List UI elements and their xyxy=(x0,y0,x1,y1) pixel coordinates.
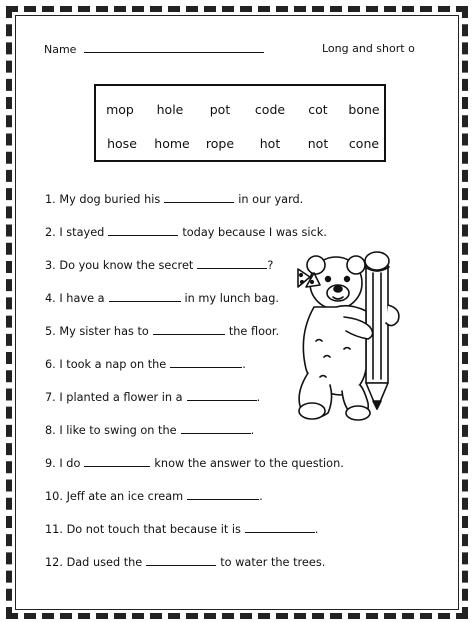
name-label: Name xyxy=(44,43,77,56)
sentence-number: 11. xyxy=(45,523,63,536)
answer-blank[interactable] xyxy=(187,490,259,500)
sentence-end: . xyxy=(250,424,255,437)
sentence-end: in our yard. xyxy=(238,193,304,206)
sentence-start: I took a nap on the xyxy=(59,358,167,371)
word-bank-word: pot xyxy=(209,102,231,117)
sentence-8 xyxy=(45,424,254,437)
word-bank-word: rope xyxy=(205,136,235,151)
sentence-end: the floor. xyxy=(228,325,280,338)
answer-blank[interactable] xyxy=(170,358,242,368)
answer-blank[interactable] xyxy=(146,556,216,566)
sentence-start: Do not touch that because it is xyxy=(66,523,241,536)
sentence-1 xyxy=(45,193,303,206)
sentence-10 xyxy=(45,490,263,503)
sentence-end: . xyxy=(259,490,263,503)
sentence-end: . xyxy=(256,391,261,404)
name-blank[interactable] xyxy=(84,42,264,53)
sentence-number: 5. xyxy=(45,325,56,338)
word-bank-word: hose xyxy=(107,136,137,151)
sentence-end: ? xyxy=(267,259,274,272)
word-bank xyxy=(94,84,386,162)
sentence-start: My sister has to xyxy=(59,325,149,338)
word-bank-word: cot xyxy=(308,102,328,117)
answer-blank[interactable] xyxy=(197,259,267,269)
answer-blank[interactable] xyxy=(109,292,181,302)
sentence-7 xyxy=(45,391,260,404)
sentence-2 xyxy=(45,226,327,239)
answer-blank[interactable] xyxy=(181,424,251,434)
sentence-3 xyxy=(45,259,273,272)
sentence-start: I like to swing on the xyxy=(59,424,177,437)
sentence-4 xyxy=(45,292,279,305)
sentence-start: Jeff ate an ice cream xyxy=(66,490,184,503)
word-bank-word: hole xyxy=(156,102,184,117)
sentence-number: 3. xyxy=(45,259,56,272)
sentence-number: 10. xyxy=(45,490,63,503)
word-bank-word: mop xyxy=(106,102,134,117)
sentence-end: . xyxy=(314,523,319,536)
sentence-5 xyxy=(45,325,279,338)
word-bank-word: not xyxy=(307,136,329,151)
sentence-end: to water the trees. xyxy=(220,556,326,569)
sentence-start: I stayed xyxy=(59,226,105,239)
sentence-number: 6. xyxy=(45,358,56,371)
sentence-start: I do xyxy=(59,457,81,470)
sentence-number: 8. xyxy=(45,424,56,437)
sentence-number: 1. xyxy=(45,193,56,206)
sentence-end: in my lunch bag. xyxy=(184,292,279,305)
word-bank-word: bone xyxy=(348,102,380,117)
answer-blank[interactable] xyxy=(108,226,178,236)
sentence-start: My dog buried his xyxy=(59,193,161,206)
sentence-end: know the answer to the question. xyxy=(154,457,344,470)
sentence-start: Dad used the xyxy=(66,556,143,569)
word-bank-word: home xyxy=(154,136,190,151)
sentence-end: today because I was sick. xyxy=(182,226,327,239)
sentence-start: Do you know the secret xyxy=(59,259,194,272)
answer-blank[interactable] xyxy=(187,391,257,401)
word-bank-word: hot xyxy=(259,136,281,151)
sentence-end: . xyxy=(242,358,246,371)
bear-with-pencil-illustration xyxy=(284,245,424,435)
answer-blank[interactable] xyxy=(153,325,225,335)
sentence-12 xyxy=(45,556,325,569)
worksheet-title: Long and short o xyxy=(322,42,415,55)
sentence-number: 4. xyxy=(45,292,56,305)
sentence-11 xyxy=(45,523,318,536)
answer-blank[interactable] xyxy=(164,193,234,203)
sentence-start: I planted a flower in a xyxy=(59,391,183,404)
answer-blank[interactable] xyxy=(84,457,150,467)
sentence-number: 12. xyxy=(45,556,63,569)
sentence-6 xyxy=(45,358,246,371)
answer-blank[interactable] xyxy=(245,523,315,533)
sentence-number: 9. xyxy=(45,457,56,470)
name-field xyxy=(44,42,264,56)
sentence-number: 7. xyxy=(45,391,56,404)
sentence-start: I have a xyxy=(59,292,105,305)
sentence-number: 2. xyxy=(45,226,56,239)
sentence-9 xyxy=(45,457,344,470)
word-bank-word: cone xyxy=(348,136,380,151)
word-bank-word: code xyxy=(254,102,286,117)
